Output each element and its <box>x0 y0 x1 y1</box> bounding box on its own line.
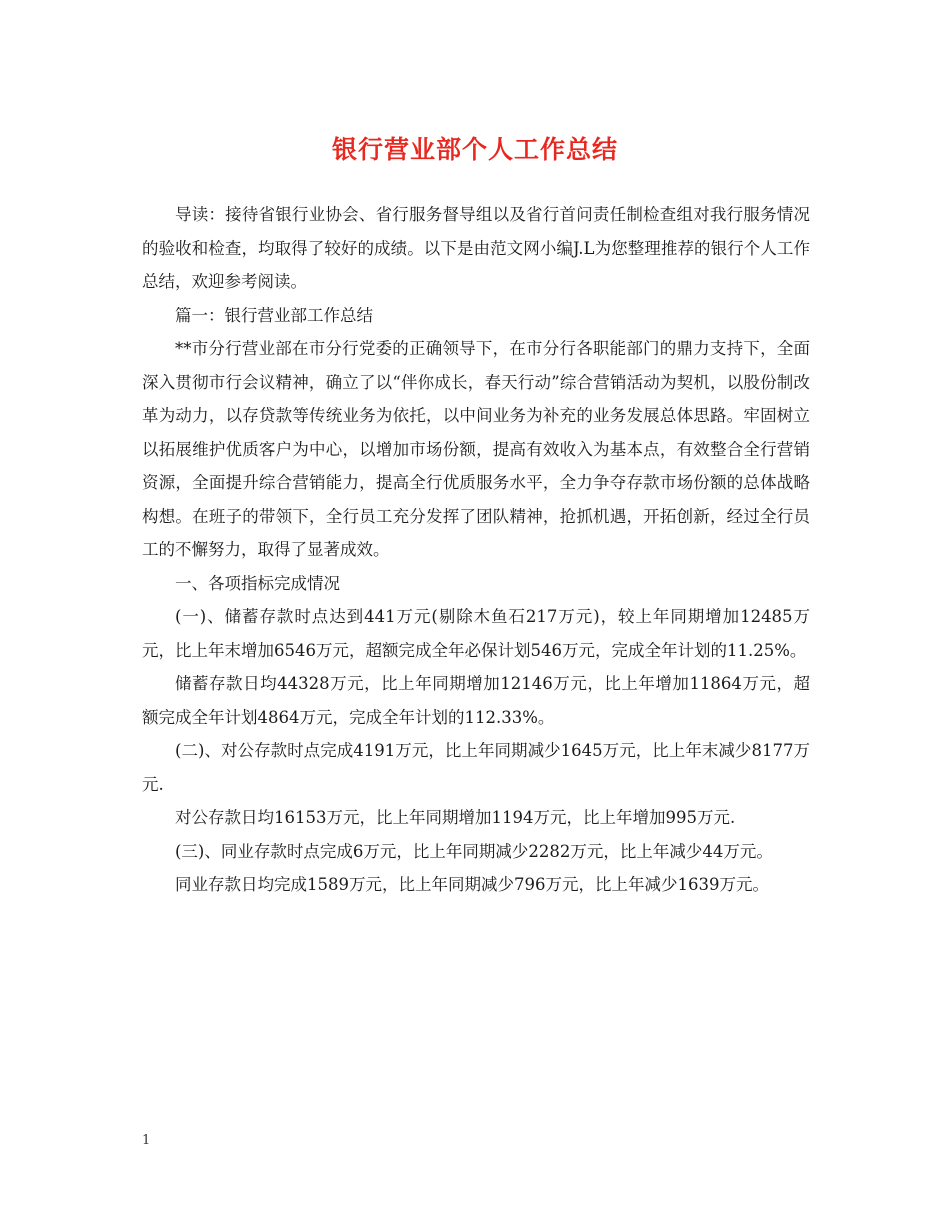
document-title: 银行营业部个人工作总结 <box>331 135 618 164</box>
savings-deposit-paragraph: (一)、储蓄存款时点达到441万元(剔除木鱼石217万元)，较上年同期增加12485万元，比上年末增加6546万元，超额完成全年必保计划546万元，完成全年计划的11.25%。 <box>142 607 810 660</box>
document-body <box>142 198 810 902</box>
interbank-daily-paragraph: 同业存款日均完成1589万元，比上年同期减少796万元，比上年减少1639万元。 <box>175 875 769 894</box>
intro-paragraph: 导读：接待省银行业协会、省行服务督导组以及省行首问责任制检查组对我行服务情况的验收和检查，均取得了较好的成绩。以下是由范文网小编J.L为您整理推荐的银行个人工作总结，欢迎参考阅读。 <box>142 205 810 291</box>
interbank-deposit-paragraph: (三)、同业存款时点完成6万元，比上年同期减少2282万元，比上年减少44万元。 <box>175 841 773 861</box>
subsection-heading: 一、各项指标完成情况 <box>175 573 340 593</box>
page-number: 1 <box>142 1133 151 1148</box>
summary-paragraph: **市分行营业部在市分行党委的正确领导下，在市分行各职能部门的鼎力支持下，全面深入贯彻市行会议精神，确立了以“伴你成长，春天行动”综合营销活动为契机，以股份制改革为动力，以存贷款等传统业务为依托，以中间业务为补充的业务发展总体思路。牢固树立以拓展维护优质客户为中心，以增加市场份额，提高有效收入为基本点，有效整合全行营销资源，全面提升综合营销能力，提高全行优质服务水平，全力争夺存款市场份额的总体战略构想。在班子的带领下，全行员工充分发挥了团队精神，抢抓机遇，开拓创新，经过全行员工的不懈努力，取得了显著成效。 <box>142 339 810 559</box>
corporate-deposit-paragraph: (二)、对公存款时点完成4191万元，比上年同期减少1645万元，比上年末减少8177万元. <box>142 741 810 794</box>
savings-daily-paragraph: 储蓄存款日均44328万元，比上年同期增加12146万元，比上年增加11864万元，超额完成全年计划4864万元，完成全年计划的112.33%。 <box>142 674 810 727</box>
section-heading: 篇一：银行营业部工作总结 <box>175 305 373 325</box>
corporate-daily-paragraph: 对公存款日均16153万元，比上年同期增加1194万元，比上年增加995万元. <box>175 808 736 827</box>
